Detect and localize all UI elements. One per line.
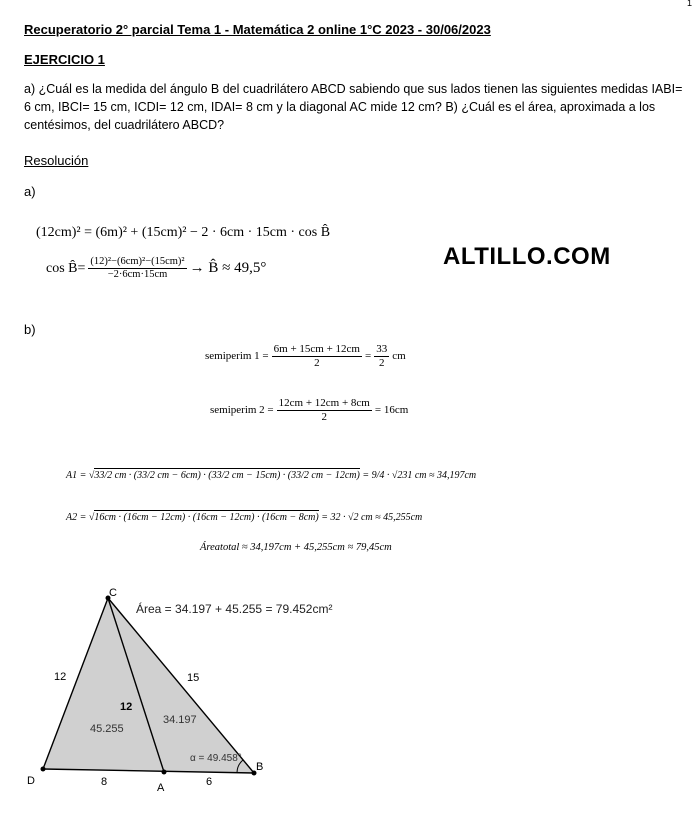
cos-b-lhs: cos B̂= (46, 260, 86, 276)
exercise-statement: a) ¿Cuál es la medida del ángulo B del cuadrilátero ABCD sabiendo que sus lados tienen las siguientes medidas IABI= 6 cm, IBCI= 15 cm, ICDI= 12 cm, IDAI= 8 cm y la diagonal AC mide 12 cm? B) ¿Cuál es el área, aproximada a los centésimos, del cuadrilátero ABCD? (24, 82, 683, 132)
semiperimeter-1-result-denominator: 2 (378, 356, 385, 369)
semiperimeter-2-fraction (277, 397, 372, 423)
page-title: Recuperatorio 2° parcial Tema 1 - Matemática 2 online 1°C 2023 - 30/06/2023 (24, 22, 491, 37)
side-da-label: 8 (101, 776, 108, 788)
quadrilateral-figure (0, 580, 700, 810)
vertex-a-point (162, 770, 167, 775)
area-1-equation: A1 = √33/2 cm · (33/2 cm − 6cm) · (33/2 cm − 15cm) · (33/2 cm − 12cm) = 9/4 · √231 cm ≈ 34,197cm (66, 470, 477, 481)
semiperimeter-1-numerator: 6m + 15cm + 12cm (273, 343, 360, 355)
vertex-d-point (41, 767, 46, 772)
cos-b-equation (46, 256, 266, 281)
area-1-radicand: 33/2 cm · (33/2 cm − 6cm) · (33/2 cm − 15cm) · (33/2 cm − 12cm) (94, 470, 360, 481)
semiperimeter-1-result-fraction (374, 343, 389, 369)
side-ab-label: 6 (206, 776, 213, 788)
vertex-c-label: C (109, 587, 117, 599)
cos-b-numerator: (12)²−(6cm)²−(15cm)² (88, 256, 186, 269)
semiperimeter-2 (210, 397, 408, 423)
side-cd-label: 12 (54, 671, 67, 683)
semiperimeter-1-fraction (272, 343, 362, 369)
total-area-equation: Áreatotal ≈ 34,197cm + 45,255cm ≈ 79,45cm (200, 542, 392, 553)
cos-b-denominator: −2·6cm·15cm (107, 269, 168, 281)
vertex-d-label: D (27, 775, 35, 787)
law-of-cosines-equation: (12cm)² = (6m)² + (15cm)² − 2 · 6cm · 15cm · cos B̂ (36, 225, 331, 240)
semiperimeter-2-denominator: 2 (321, 410, 327, 423)
total-area-caption: Área = 34.197 + 45.255 = 79.452cm² (136, 602, 333, 616)
side-bc-label: 15 (187, 672, 200, 684)
part-b-label: b) (24, 322, 36, 337)
left-triangle-area: 45.255 (90, 723, 124, 735)
semiperimeter-1 (205, 343, 406, 369)
semiperimeter-1-denominator: 2 (314, 356, 320, 369)
part-a-label: a) (24, 184, 36, 199)
semiperimeter-2-numerator: 12cm + 12cm + 8cm (278, 397, 370, 409)
angle-b-label: α = 49.458° (190, 753, 242, 764)
area-2-radicand: 16cm · (16cm − 12cm) · (16cm − 12cm) · (16cm − 8cm) (94, 512, 319, 523)
area-2-equation: A2 = √16cm · (16cm − 12cm) · (16cm − 12cm) · (16cm − 8cm) = 32 · √2 cm ≈ 45,255cm (66, 512, 423, 523)
area-1-result: = 9/4 · √231 cm ≈ 34,197cm (362, 470, 477, 481)
watermark-logo: ALTILLO.COM (443, 243, 611, 270)
vertex-b-label: B (256, 761, 264, 773)
area-1-label: A1 = (66, 470, 87, 481)
vertex-a-label: A (157, 782, 165, 794)
area-2-label: A2 = (66, 512, 87, 523)
page-number: 1 (686, 0, 692, 8)
semiperimeter-2-result: = 16cm (374, 404, 409, 417)
semiperimeter-2-label: semiperim 2 = (210, 404, 274, 417)
resolution-heading: Resolución (24, 153, 89, 168)
semiperimeter-1-result-numerator: 33 (376, 343, 388, 355)
semiperimeter-1-equals: = (364, 350, 372, 363)
cos-b-fraction (88, 256, 186, 281)
semiperimeter-1-label: semiperim 1 = (205, 350, 269, 363)
exercise-heading: EJERCICIO 1 (24, 52, 105, 67)
right-triangle-area: 34.197 (163, 714, 197, 726)
semiperimeter-1-unit: cm (392, 350, 406, 363)
cos-b-result: → B̂ ≈ 49,5° (189, 260, 267, 277)
area-2-result: = 32 · √2 cm ≈ 45,255cm (321, 512, 423, 523)
diagonal-ac-label: 12 (120, 701, 133, 713)
